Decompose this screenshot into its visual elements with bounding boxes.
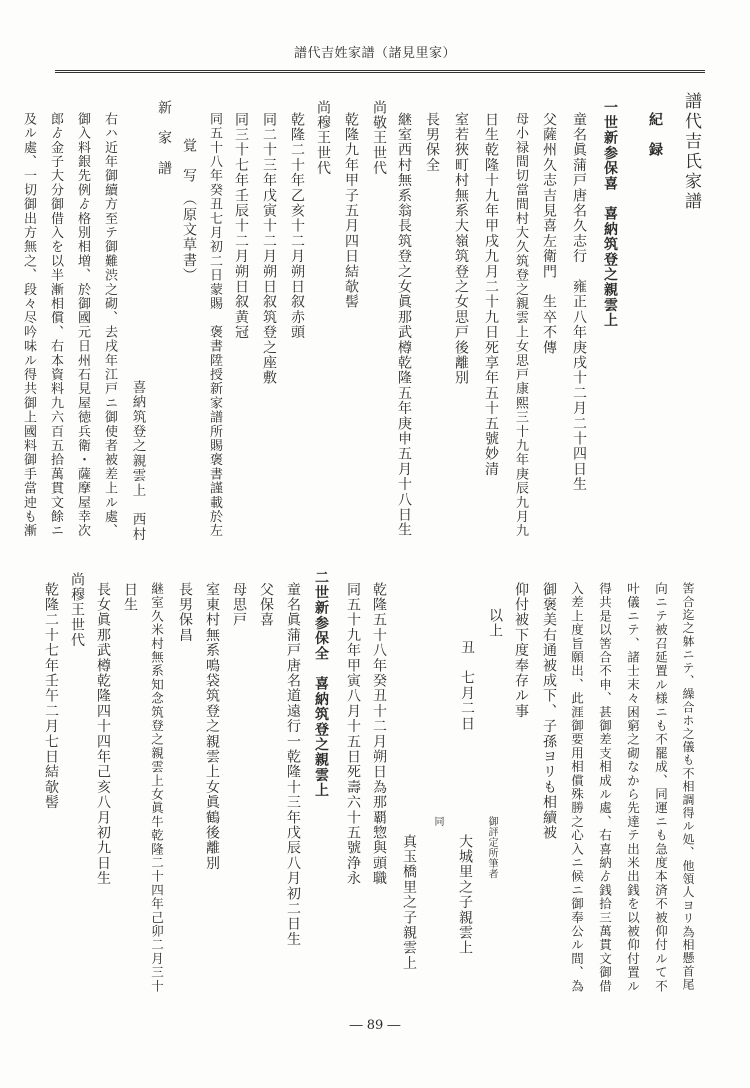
text-column: 筈合迄之躰ニテ、繰合ホ之儀も不相調得ル処、他領人ヨリ為相懸首尾 [681,582,695,992]
text-column: 紀 録 [647,112,663,158]
text-column: 童名眞蒲戸唐名道遠行一乾隆十三年戊辰八月初二日生 [285,582,301,947]
header-rule [55,70,705,71]
text-column: 継室久米村無系知念筑登之親雲上女眞牛乾隆二十四年己卯二月三十 [149,582,165,993]
text-column: 乾隆九年甲子五月四日結欹髻 [343,112,359,310]
text-column: 童名眞蒲戸唐名久志行 雍正八年庚戌十二月二十四日生 [571,112,587,492]
text-column: 丑 七月二日 [459,640,475,732]
text-column: 譜代吉氏家譜 [681,92,701,212]
text-column: 同五十八年癸丑七月初二日蒙賜 褒書陞授新家譜所賜褒書謹載於左 [207,112,222,538]
text-column: 及ル處、一切御出方無之、段々尽吟味ル得共御上國料御手當迚も漸 [21,112,36,538]
text-column: 喜納筑登之親雲上 西村 [129,380,146,542]
text-column: 母思戸 [231,582,247,628]
text-column: 以上 [487,608,503,639]
header-rule-inner [55,72,705,73]
text-column: 長男保全 [424,112,440,173]
text-column: 乾隆二十年乙亥十二月朔日叙赤頭 [289,112,305,340]
text-column: 御入料銀先例ゟ格別相増、於御國元日州石見屋徳兵衛・薩摩屋幸次 [75,112,90,538]
text-column: 乾隆五十八年癸丑十二月朔日為那覇惣與頭職 [371,582,387,886]
text-column: 入差上度旨願出、此涯御要用相償殊勝之心入ニ候ニ御奉公ル間、為 [569,582,585,993]
text-column: 日生乾隆十九年甲戌九月二十九日死享年五十五號妙清 [483,112,499,477]
text-column: 父薩州久志吉見喜左衛門 生卒不傳 [541,112,557,356]
text-column: 尚敬王世代 [371,100,387,176]
page-number: ― 89 ― [349,1018,401,1033]
text-column: 真玉橋里之子親雲上 [401,834,417,971]
text-column: 向ニテ被召延置ル様ニも不罷成、同運ニも急度本済不被仰付ルて不 [653,582,669,993]
text-column: 室東村無系鳴袋筑登之親雲上女眞鶴後離別 [204,582,220,871]
text-column: 二世新参保全 喜納筑登之親雲上 [313,570,329,798]
running-header: 譜代吉姓家譜（諸見里家） [293,46,456,61]
text-column: 新 家 譜 [156,100,172,176]
text-column: 同三十七年壬辰十二月朔日叙黄冠 [233,112,249,340]
text-column: 仰付被下度奉存ル事 [513,582,529,719]
text-column: 同 [432,816,443,827]
text-column: 尚穆王世代 [69,572,85,648]
text-column: 同二十三年戊寅十二月朔日叙筑登之座敷 [261,112,277,386]
text-column: 御評定所筆者 [486,816,497,879]
text-column: 尚穆王世代 [315,100,331,176]
text-column: 母小禄間切當間村大久筑登之親雲上女思戸康熙三十九年庚辰九月九 [513,112,528,538]
text-column: 得共是以筈合不申、甚御差支相成ル處、右喜納ゟ銭拾三萬貫文御借 [597,582,613,993]
text-column: 大城里之子親雲上 [457,834,473,956]
text-column: 一世新参保喜 喜納筑登之親雲上 [602,100,618,328]
text-column: 郎ゟ金子大分御借入を以半漸相償、右本資料九六百五拾萬貫文餘ニ [48,112,63,538]
text-column: 長男保昌 [177,582,193,643]
text-column: 日生 [122,582,138,613]
text-column: 叶儀ニテ、諸士末々困窮之砌なから先達テ出米出銭を以被仰付置ル [625,582,641,993]
text-column: 継室西村無系翁長筑登之女眞那武樽乾隆五年庚申五月十八日生 [396,112,412,538]
text-column: 同五十九年甲寅八月十五日死壽六十五號浄永 [345,582,361,886]
text-column: 長女眞那武樽乾隆四十四年己亥八月初九日生 [95,582,111,886]
text-column: 室若狹町村無系大嶺筑登之女思戸後離別 [453,112,469,386]
text-column: 乾隆二十七年壬午二月七日結欹髻 [43,582,59,810]
text-column: 父保喜 [258,582,274,628]
text-column: 御褒美右通被成下、子孫ヨリも相續被 [541,582,557,841]
text-column: 覚 写 （原文草書） [181,138,197,283]
text-column: 右ハ近年御續方至テ御難渋之砌、去戌年江戸ニ御使者被差上ル處、 [102,112,117,538]
